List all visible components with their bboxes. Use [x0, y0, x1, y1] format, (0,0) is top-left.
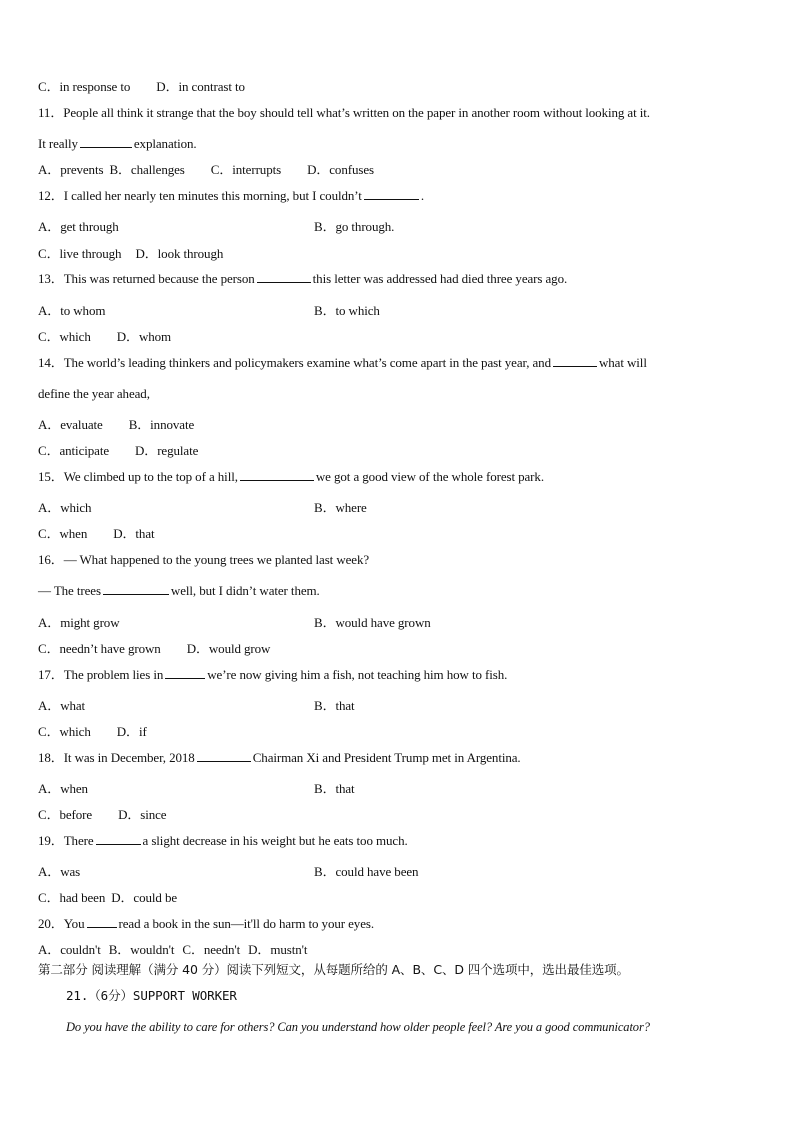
q14-options-row1 — [38, 417, 194, 433]
answer-blank — [96, 833, 141, 845]
answer-blank — [165, 667, 205, 679]
q20-option-c: C．needn't — [182, 942, 241, 957]
q19-option-b: B．could have been — [314, 864, 419, 879]
q18-options-row2 — [38, 807, 166, 823]
q19-options-row2 — [38, 890, 177, 906]
q21-intro: Do you have the ability to care for others? Can you understand how older people feel? Are you a good communicator? — [66, 1020, 650, 1034]
q13-options-row2 — [38, 329, 171, 345]
q17-option-d: D．if — [116, 724, 147, 739]
q13-stem: 13．This was returned because the person this letter was addressed had died three years ago. — [38, 271, 568, 286]
answer-blank — [87, 916, 117, 928]
q10-option-d: D．in contrast to — [156, 79, 245, 94]
q20-option-b: B．wouldn't — [108, 942, 175, 957]
q13-option-c: C．which — [38, 329, 91, 344]
q17-option-b: B．that — [314, 698, 355, 713]
q12-option-b: B．go through. — [314, 219, 395, 234]
q13-option-d: D．whom — [116, 329, 172, 344]
q15-option-c: C．when — [38, 526, 88, 541]
q19-stem: 19．There a slight decrease in his weight but he eats too much. — [38, 833, 408, 848]
q17-stem: 17．The problem lies in we’re now giving him a fish, not teaching him how to fish. — [38, 667, 508, 682]
q11-option-d: D．confuses — [307, 162, 374, 177]
q14-option-b: B．innovate — [128, 417, 195, 432]
q10-options-row — [38, 79, 245, 95]
answer-blank — [197, 750, 251, 762]
q16-option-b: B．would have grown — [314, 615, 431, 630]
answer-blank — [80, 136, 132, 148]
q16-option-a: A．might grow — [38, 615, 120, 630]
q14-options-row2 — [38, 443, 198, 459]
q14-option-a: A．evaluate — [38, 417, 103, 432]
q15-option-a: A．which — [38, 500, 92, 515]
q20-options-row — [38, 942, 307, 958]
answer-blank — [553, 355, 597, 367]
q19-option-c: C．had been — [38, 890, 106, 905]
q18-option-a: A．when — [38, 781, 88, 796]
q21-title: 21.（6分）SUPPORT WORKER — [66, 988, 237, 1003]
q11-stem-line1: 11．People all think it strange that the boy should tell what’s written on the paper in another room without looking at it. — [38, 105, 650, 120]
q12-option-a: A．get through — [38, 219, 119, 234]
q16-stem-line1: 16．— What happened to the young trees we planted last week? — [38, 552, 370, 567]
q12-option-d: D．look through — [135, 246, 224, 261]
section2-heading: 第二部分 阅读理解（满分 40 分）阅读下列短文，从每题所给的 A、B、C、D 四个选项中，选出最佳选项。 — [38, 962, 629, 977]
q11-option-c: C．interrupts — [210, 162, 282, 177]
q16-options-row2 — [38, 641, 270, 657]
q17-options-row2 — [38, 724, 147, 740]
q20-option-a: A．couldn't — [38, 942, 101, 957]
q13-option-a: A．to whom — [38, 303, 106, 318]
q17-option-c: C．which — [38, 724, 91, 739]
q15-option-d: D．that — [113, 526, 155, 541]
q20-stem: 20．You read a book in the sun—it'll do harm to your eyes. — [38, 916, 374, 931]
q16-option-d: D．would grow — [186, 641, 271, 656]
q18-option-b: B．that — [314, 781, 355, 796]
answer-blank — [240, 469, 314, 481]
q14-option-d: D．regulate — [135, 443, 199, 458]
q18-option-c: C．before — [38, 807, 93, 822]
q11-stem-line2: It really explanation. — [38, 136, 197, 151]
q19-option-d: D．could be — [111, 890, 178, 905]
q17-option-a: A．what — [38, 698, 86, 713]
q15-options-row2 — [38, 526, 155, 542]
q12-option-c: C．live through — [38, 246, 122, 261]
q11-options-row — [38, 162, 374, 178]
q12-stem: 12．I called her nearly ten minutes this morning, but I couldn’t . — [38, 188, 424, 203]
answer-blank — [257, 271, 311, 283]
q16-option-c: C．needn’t have grown — [38, 641, 161, 656]
q11-option-a: A．prevents — [38, 162, 104, 177]
q14-stem-line1: 14．The world’s leading thinkers and policymakers examine what’s come apart in the past year, and what will — [38, 355, 647, 370]
answer-blank — [364, 188, 419, 200]
q18-stem: 18．It was in December, 2018 Chairman Xi and President Trump met in Argentina. — [38, 750, 521, 765]
q12-options-row2 — [38, 246, 223, 262]
q18-option-d: D．since — [118, 807, 167, 822]
q14-option-c: C．anticipate — [38, 443, 109, 458]
q15-option-b: B．where — [314, 500, 367, 515]
q10-option-c: C．in response to — [38, 79, 131, 94]
q16-stem-line2: — The trees well, but I didn’t water them. — [38, 583, 320, 598]
answer-blank — [103, 583, 169, 595]
q13-option-b: B．to which — [314, 303, 380, 318]
q11-option-b: B．challenges — [109, 162, 185, 177]
q19-option-a: A．was — [38, 864, 81, 879]
q15-stem: 15．We climbed up to the top of a hill, we got a good view of the whole forest park. — [38, 469, 544, 484]
q14-stem-line2: define the year ahead, — [38, 386, 150, 401]
q20-option-d: D．mustn't — [248, 942, 308, 957]
